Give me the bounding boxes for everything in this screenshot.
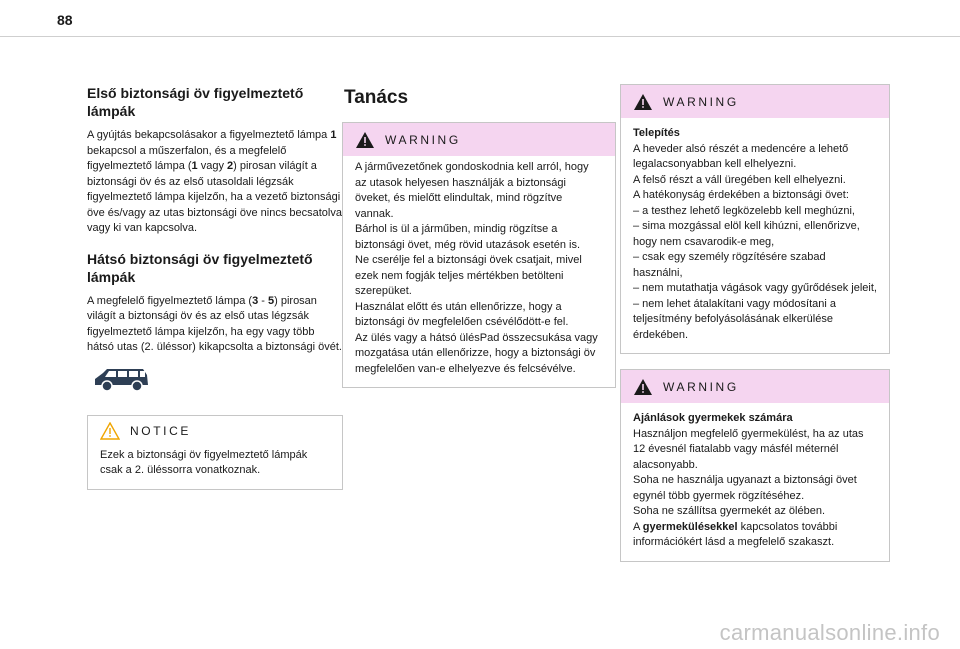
tips-title: Tanács: [344, 87, 409, 108]
heading-rear-seatbelt-lamps: Hátsó biztonsági öv figyelmeztető lámpák: [87, 250, 313, 285]
column-warnings: [620, 84, 890, 562]
notice-header: [88, 416, 342, 446]
warning-label: WARNING: [385, 132, 461, 147]
warning-children-text: Használjon megfelelő gyermekülést, ha az utas 12 évesnél fiatalabb vagy másfél méternél alacsonyabb. Soha ne használja ugyanazt a biztonsági övet egynél több gyermek rögzítéséhez. Soha ne szállítsa gyermekét az ölében.: [633, 427, 864, 517]
notice-box: [87, 415, 343, 490]
warning-header: [621, 370, 889, 403]
warning-box-tips: [342, 122, 616, 388]
notice-icon: [100, 422, 120, 440]
warning-children-title: Ajánlások gyermekek számára: [633, 412, 793, 424]
warning-installation-title: Telepítés: [633, 127, 680, 139]
warning-icon: [633, 93, 653, 111]
warning-icon: [355, 131, 375, 149]
notice-text: Ezek a biztonsági öv figyelmeztető lámpák csak a 2. üléssorra vonatkoznak.: [100, 448, 308, 476]
paragraph-front-lamps: A gyújtás bekapcsolásakor a figyelmeztető lámpa 1 bekapcsol a műszerfalon, és a megfelelő figyelmeztető lámpa (1 vagy 2) pirosan világít a biztonsági öv és az első utasoldali légzsák figyelmeztető lámpa kijelzőn, ha a vezető biztonsági öve és/vagy az utas biztonsági öve nincs becsatolva vagy ki van kapcsolva.: [87, 129, 342, 234]
warning-children-last: A gyermekülésekkel kapcsolatos további információkért lásd a megfelelő szakaszt.: [633, 520, 838, 548]
warning-installation-body: [621, 118, 889, 353]
warning-icon: [633, 378, 653, 396]
warning-installation-text: A heveder alsó részét a medencére a lehető legalacsonyabban kell elhelyezni. A felső részt a váll üregében kell elhelyezni. A hatékonyság érdekében a biztonsági övet: – a testhez lehető legközelebb kell meghúzni, – sima mozgással elöl kell kihúzni, ellenőrizve, hogy nem csavarodik-e meg, – csak egy személy rögzítésére szabad használni, – nem mutathatja vágások vagy gyűrődések jeleit, – nem lehet átalakítani vagy módosítani a teljesítmény befolyásolásának elkerülése érdekében.: [633, 142, 877, 341]
paragraph-rear-lamps: A megfelelő figyelmeztető lámpa (3 - 5) pirosan világít a biztonsági öv és az első utas légzsák figyelmeztető lámpa kijelzőn, ha egy vagy több hátsó utas (2. üléssor) kikapcsolta a biztonsági övét.: [87, 294, 342, 353]
warning-children-body: [621, 403, 889, 561]
warning-header: [343, 123, 615, 156]
top-divider: [0, 36, 960, 37]
page-number: 88: [57, 12, 73, 28]
warning-box-installation: [620, 84, 890, 354]
column-tips: [342, 84, 616, 388]
warning-header: [621, 85, 889, 118]
column-front-rear-lamps: [87, 84, 343, 490]
warning-box-children: [620, 369, 890, 562]
heading-front-seatbelt-lamps: Első biztonsági öv figyelmeztető lámpák: [87, 85, 304, 119]
watermark: carmanualsonline.info: [719, 620, 940, 645]
warning-label: WARNING: [663, 94, 739, 109]
warning-label: WARNING: [663, 379, 739, 394]
warning-text: A járművezetőnek gondoskodnia kell arról, hogy az utasok helyesen használják a biztonsági öveket, és mielőtt elindultak, mind rögzítve vannak. Bárhol is ül a járműben, mindig rögzítse a biztonsági övet, még rövid utazások esetén is. Ne cserélje fel a biztonsági övek csatjait, mivel ezek nem fogják teljes mértékben betölteni szerepüket. Használat előtt és után ellenőrizze, hogy a biztonsági öv megfelelően csévélődött-e fel. Az ülés vagy a hátsó ülésPad összecsukása vagy mozgatása után ellenőrizze, hogy a biztonsági öv megfelelően van-e elhelyezve és felcsévélve.: [355, 161, 598, 375]
notice-label: NOTICE: [130, 423, 191, 438]
car-icon: [91, 365, 151, 393]
